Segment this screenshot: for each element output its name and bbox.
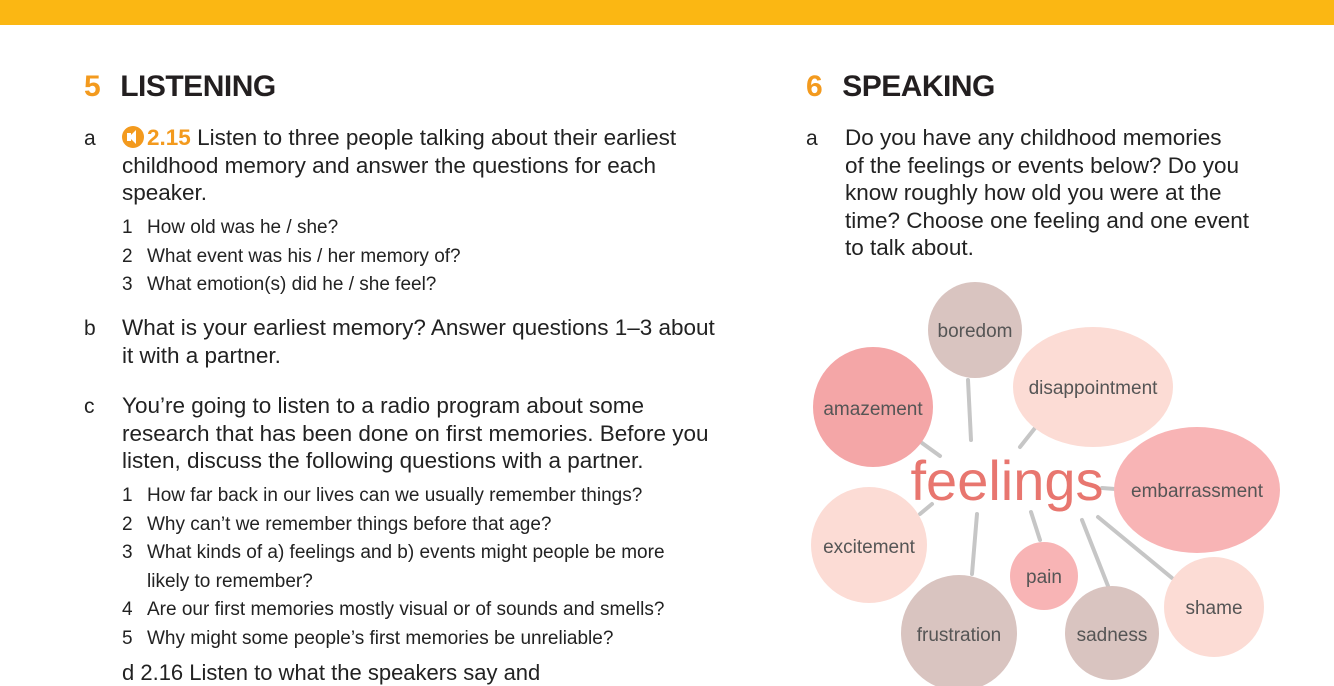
question-text: Are our first memories mostly visual or of sounds and smells? <box>147 599 665 620</box>
feeling-word: boredom <box>937 321 1013 342</box>
cut-off-next-exercise: d 2.16 Listen to what the speakers say and <box>122 660 541 685</box>
instruction-line: know roughly how old you were at the <box>845 180 1222 205</box>
question-text: What kinds of a) feelings and b) events might people be more <box>147 542 665 563</box>
exercise-letter-c: c <box>84 395 95 418</box>
feelings-center-word: feelings <box>910 449 1104 512</box>
question-number: 2 <box>122 245 133 267</box>
section-number: 5 <box>84 70 101 103</box>
feeling-word: frustration <box>916 625 1002 646</box>
question-text-continued: likely to remember? <box>147 570 313 592</box>
feeling-word: amazement <box>823 399 923 420</box>
feeling-word: disappointment <box>1028 378 1158 399</box>
feeling-word: shame <box>1185 598 1243 619</box>
instruction-line: time? Choose one feeling and one event <box>845 207 1250 233</box>
feeling-word: pain <box>1026 567 1062 588</box>
exercise-a-instructions: 2.15 Listen to three people talking about their earliest childhood memory and answer the questions for each speaker. <box>122 125 677 205</box>
instruction-line: Do you have any childhood memories <box>845 125 1222 150</box>
feeling-word: excitement <box>823 537 915 558</box>
exercise-c-instructions: You’re going to listen to a radio program about some research that has been done on first memories. Before you listen, discuss the following questions with a partner. <box>122 393 709 473</box>
question-text: Why can’t we remember things before that age? <box>147 513 552 535</box>
exercise-b-instructions: What is your earliest memory? Answer questions 1–3 about it with a partner. <box>122 315 715 368</box>
question-number: 1 <box>122 485 133 506</box>
question-text: How old was he / she? <box>147 217 339 238</box>
question-number: 4 <box>122 599 133 620</box>
question-number: 5 <box>122 627 133 649</box>
question-number: 2 <box>122 513 133 535</box>
exercise-letter-a: a <box>84 127 96 150</box>
section-number: 6 <box>806 70 823 103</box>
question-number: 3 <box>122 542 133 563</box>
question-text: What event was his / her memory of? <box>147 245 461 267</box>
instruction-line: to talk about. <box>845 235 974 260</box>
feeling-word: sadness <box>1076 625 1148 646</box>
question-text: Why might some people’s first memories be unreliable? <box>147 627 614 649</box>
audio-track[interactable]: 2.15 <box>122 125 191 150</box>
exercise-letter-b: b <box>84 317 96 340</box>
speaking-letter-a: a <box>806 127 818 150</box>
question-text: How far back in our lives can we usually remember things? <box>147 485 643 506</box>
feeling-word: embarrassment <box>1131 481 1263 502</box>
question-number: 3 <box>122 274 133 295</box>
question-number: 1 <box>122 217 133 238</box>
section-title: SPEAKING <box>842 70 995 103</box>
instruction-line: of the feelings or events below? Do you <box>845 152 1239 178</box>
section-title: LISTENING <box>120 70 276 103</box>
question-text: What emotion(s) did he / she feel? <box>147 274 437 295</box>
